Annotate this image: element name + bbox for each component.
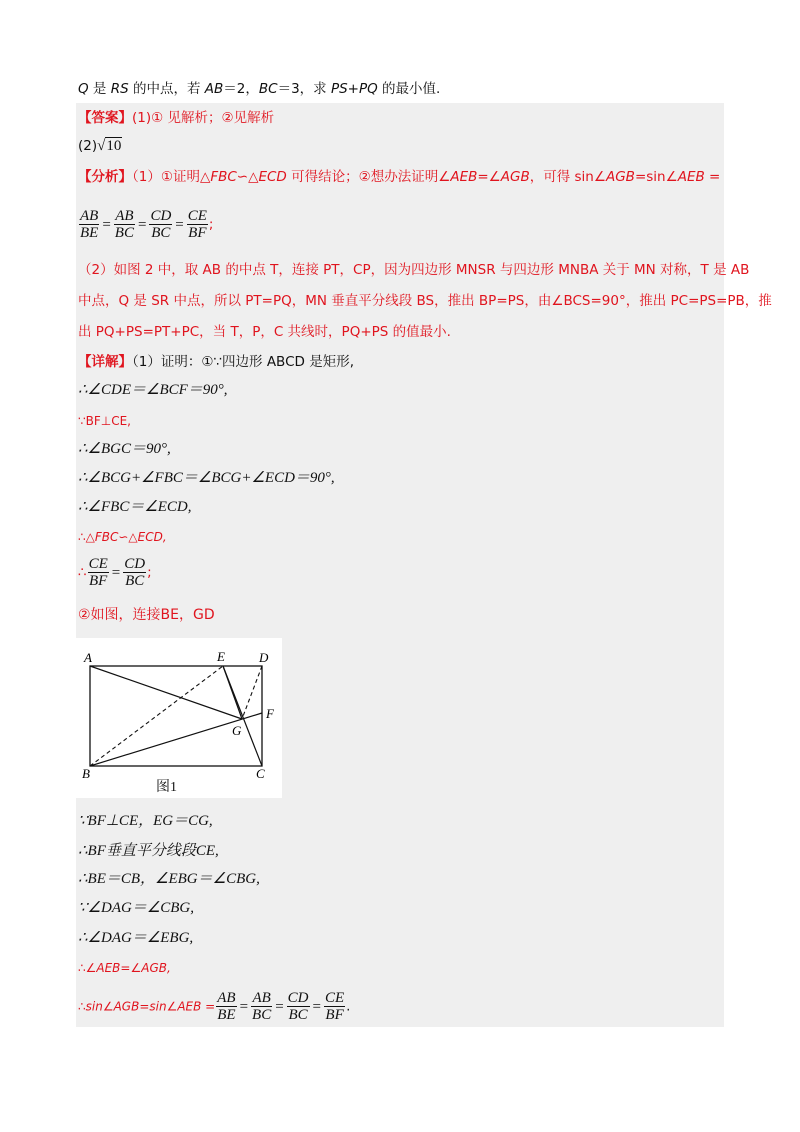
text-rs: RS [110,81,129,97]
text: AEB=∠AGB [450,169,530,185]
equals-sign: = [239,998,249,1015]
fraction-cd-bc [149,208,172,241]
problem-statement-tail [78,80,440,98]
numerator: AB [115,208,134,224]
text: =sin∠ [634,169,678,185]
answer-line-2 [78,137,122,155]
numerator: AB [217,990,236,1006]
denominator: BE [217,1007,236,1023]
numerator: CE [324,990,345,1006]
fraction-ab-bc [251,990,272,1023]
text: （1）①证明△ [132,169,211,185]
fraction-cd-bc [287,990,310,1023]
equals-sign: = [312,998,321,1015]
text: FBC∽△ECD [210,169,287,185]
detail-step-13: ∴∠DAG＝∠EBG, [78,930,194,946]
detail-intro-text: （1）证明：①∵四边形 ABCD 是矩形, [132,354,354,370]
equals-sign: = [175,216,184,233]
text: 是 [88,81,111,97]
numerator: CE [88,556,108,572]
label-point-a: A [84,650,92,665]
equals-sign: = [137,216,147,233]
text: ，可得 sin∠ [529,169,606,185]
equals-sign: = [275,998,284,1015]
analysis-line-3: （2）如图 2 中，取 AB 的中点 T，连接 PT，CP，因为四边形 MNSR 与四边形 MNBA 关于 MN 对称，T 是 AB [78,262,750,278]
detail-step-11: ∴BE＝CB，∠EBG＝∠CBG, [78,871,260,887]
text-ab: AB [204,81,224,97]
detail-step-9: ∵BF⊥CE，EG＝CG, [78,813,213,829]
detail-step-8: ②如图，连接BE，GD [78,607,215,623]
denominator: BF [188,225,207,241]
text: ＝3，求 [277,81,331,97]
segment-ag [90,666,242,719]
text: = [704,169,721,185]
detail-step-5: ∴∠FBC＝∠ECD, [78,499,192,515]
text: 的最小值. [377,81,441,97]
analysis-line-5: 出 PQ+PS=PT+PC，当 T，P，C 共线时，PQ+PS 的值最小. [78,324,451,340]
analysis-fraction-chain [78,208,213,241]
text: 的中点，若 [128,81,205,97]
sin-equality-prefix: ∴sin∠AGB=sin∠AEB = [78,999,216,1014]
segment-bf [90,713,262,766]
numerator: CE [187,208,207,224]
text: AEB [677,169,705,185]
denominator: BC [114,225,134,241]
semicolon: ; [147,564,152,581]
period: . [346,998,351,1015]
text: ＝2， [223,81,259,97]
answer-part2-label: (2) [78,138,98,154]
fraction-cd-bc [123,556,146,589]
therefore-symbol: ∴ [78,564,87,581]
fraction-ce-bf [324,990,345,1023]
segment-eg [223,666,242,719]
text: 可得结论；②想办法证明∠ [286,169,451,185]
denominator: BC [151,225,171,241]
label-point-c: C [256,766,265,781]
numerator: CD [150,208,172,224]
semicolon: ; [208,216,214,233]
detail-step-4: ∴∠BCG+∠FBC＝∠BCG+∠ECD＝90°, [78,470,335,486]
detail-step-1: ∴∠CDE＝∠BCF＝90°, [78,382,228,398]
denominator: BF [325,1007,344,1023]
text: AGB [605,169,635,185]
answer-line-1 [78,109,274,127]
analysis-line-1 [78,168,720,186]
detail-step-10: ∴BF垂直平分线段CE, [78,843,219,859]
fraction-ce-bf [187,208,208,241]
detail-step-7 [78,556,152,589]
label-point-b: B [82,766,90,781]
equals-sign: = [102,216,111,233]
numerator: AB [252,990,271,1006]
fraction-ab-bc [114,208,135,241]
figure-caption: 图1 [156,780,177,795]
segment-gd-dashed [242,666,262,719]
detail-step-15 [78,990,350,1023]
label-point-f: F [266,706,274,721]
text-bc: BC [258,81,278,97]
detail-step-6: ∴△FBC∽△ECD, [78,530,167,544]
solution-background [76,103,724,1027]
detail-step-3: ∴∠BGC＝90°, [78,441,171,457]
sqrt-expression: √10 [97,138,122,154]
label-point-g: G [232,723,242,738]
rectangle-abcd [90,666,262,766]
denominator: BC [125,573,145,589]
label-point-d: D [259,650,269,665]
segment-be-dashed [90,666,223,766]
figure-1-diagram [76,638,282,798]
analysis-tag: 【分析】 [78,169,132,185]
denominator: BC [252,1007,272,1023]
denominator: BC [288,1007,308,1023]
denominator: BE [80,225,99,241]
answer-part1: (1)① 见解析；②见解析 [132,110,275,126]
detail-step-14: ∴∠AEB=∠AGB, [78,961,171,975]
fraction-ab-be [79,208,99,241]
answer-tag: 【答案】 [78,110,132,126]
equals-sign: = [111,564,121,581]
geometry-figure [76,638,282,798]
label-point-e: E [217,649,225,664]
numerator: CD [287,990,309,1006]
denominator: BF [89,573,108,589]
sqrt-radicand: 10 [106,138,122,154]
detail-tag: 【详解】 [78,354,132,370]
detail-step-12: ∵∠DAG＝∠CBG, [78,900,195,916]
text-expr: PS+PQ [330,81,378,97]
numerator: CD [124,556,146,572]
detail-intro [78,353,354,371]
text-q: Q [78,81,89,97]
detail-step-2: ∵BF⊥CE, [78,414,131,428]
numerator: AB [80,208,99,224]
fraction-ce-bf [88,556,109,589]
analysis-line-4: 中点，Q 是 SR 中点，所以 PT=PQ，MN 垂直平分线段 BS，推出 BP=PS，由∠BCS=90°，推出 PC=PS=PB，推 [78,293,772,309]
fraction-ab-be [216,990,236,1023]
